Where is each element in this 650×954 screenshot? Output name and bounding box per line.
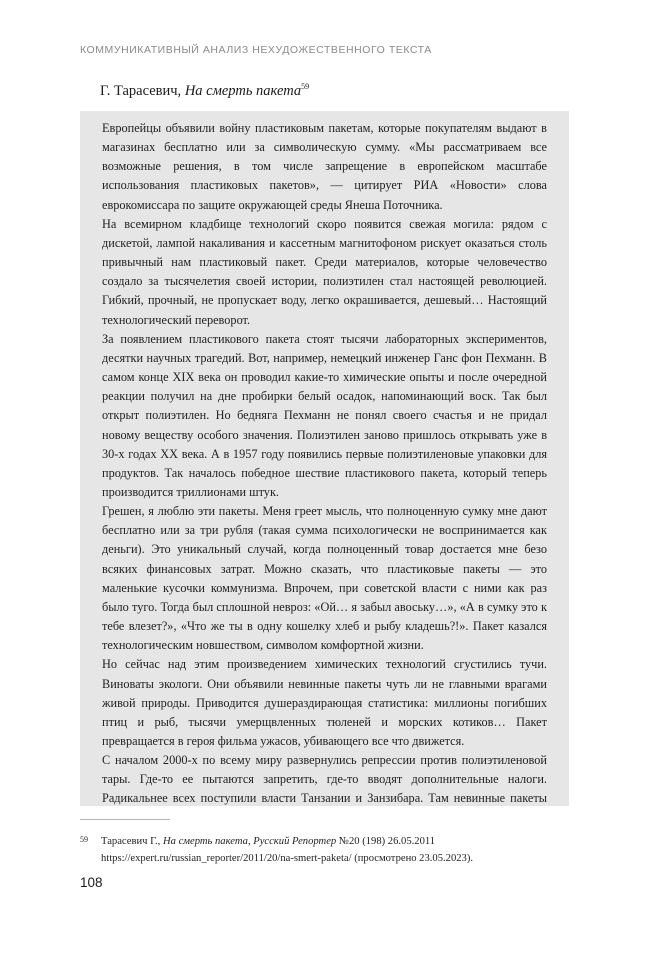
title-work: На смерть пакета: [184, 83, 302, 99]
footnote-number: 59: [80, 835, 88, 844]
footnote-divider: [80, 819, 170, 820]
footnote-separator: ,: [247, 836, 254, 847]
paragraph: Грешен, я люблю эти пакеты. Меня греет мысль, что полноценную сумку мне дают бесплатно или за три рубля (такая сумма психологически не воспринимается как деньги). Это уникальный случай, когда полноценный товар достается мне безо всяких финансовых затрат. Можно сказать, что пластиковые пакеты — это маленькие кусочки коммунизма. Впрочем, при советской власти с ними как раз было туго. Тогда был сплошной невроз: «Ой… я забыл авоську…», «А в сумку это к тебе влезет?», «Что же ты в одну кошелку хлеб и рыбу кладешь?!». Пакет казался технологическим новшеством, символом комфортной жизни.: [102, 504, 547, 653]
quoted-article-box: [80, 111, 569, 806]
paragraph: С началом 2000-х по всему миру развернулись репрессии против полиэтиленовой тары. Где-то ее пытаются запретить, где-то вводят дополнительные налоги. Радикальнее всех поступили власти Танзании и Занзибара. Там невинные пакеты: [102, 753, 547, 806]
page-number: 108: [80, 875, 103, 890]
paragraph: За появлением пластикового пакета стоят тысячи лабораторных экспериментов, десятки научных трагедий. Вот, например, немецкий инженер Ганс фон Пехманн. В самом конце XIX века он проводил какие-то химические опыты и после очередной реакции получил на дне пробирки белый осадок, напоминающий воск. Так был открыт полиэтилен. Но бедняга Пехманн не понял своего счастья и не придал новому веществу особого значения. Полиэтилен заново пришлось открывать уже в 30-х годах XX века. А в 1957 году появились первые полиэтиленовые упаковки для продуктов. Так началось победное шествие пластикового пакета, который теперь производится триллионами штук.: [102, 331, 547, 499]
title-author: Г. Тарасевич,: [100, 83, 185, 99]
footnote-reference[interactable]: 59: [301, 82, 310, 91]
footnote-citation[interactable]: №20 (198) 26.05.2011 https://expert.ru/russian_reporter/2011/20/na-smert-paketa/ (просмотрено 23.05.2023).: [101, 836, 474, 864]
paragraph: Европейцы объявили войну пластиковым пакетам, которые покупателям выдают в магазинах бесплатно или за символическую сумму. «Мы рассматриваем все возможные решения, в том числе запрещение в европейском масштабе использования пластиковых пакетов», — цитирует РИА «Новости» слова еврокомиссара по защите окружающей среды Янеша Поточника.: [102, 121, 547, 212]
paragraph: Но сейчас над этим произведением химических технологий сгустились тучи. Виноваты экологи. Они объявили невинные пакеты чуть ли не главными врагами живой природы. Приводится душераздирающая статистика: миллионы погибших птиц и рыб, тысячи умерщвленных тюленей и морских котиков… Пакет превращается в героя фильма ужасов, убивающего все что движется.: [102, 657, 547, 748]
footnote-author: Тарасевич Г.,: [101, 836, 163, 847]
footnote-source: Русский Репортер: [253, 836, 337, 847]
footnote-title: На смерть пакета: [162, 836, 248, 847]
section-title: [100, 82, 560, 100]
running-header: КОММУНИКАТИВНЫЙ АНАЛИЗ НЕХУДОЖЕСТВЕННОГО ТЕКСТА: [80, 44, 432, 56]
paragraph: На всемирном кладбище технологий скоро появится свежая могила: рядом с дискетой, лампой накаливания и кассетным магнитофоном рискует оказаться столь привычный нам пластиковый пакет. Среди материалов, которые человечество создало за тысячелетия своей истории, полиэтилен стал настоящей революцией. Гибкий, прочный, не пропускает воду, легко окрашивается, дешевый… Настоящий технологический переворот.: [102, 216, 547, 327]
footnote: [80, 833, 554, 867]
